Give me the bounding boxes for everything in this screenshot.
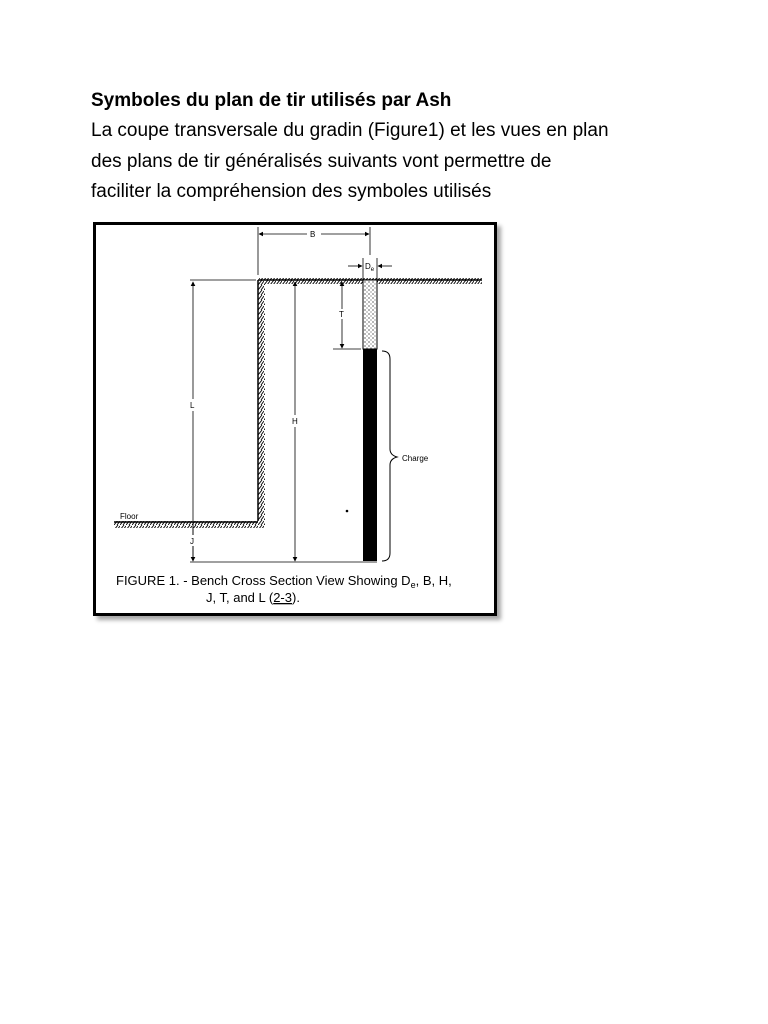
charge-brace <box>382 351 397 561</box>
label-floor: Floor <box>120 512 139 521</box>
stemming-column <box>363 280 377 349</box>
figure-caption-line-1: FIGURE 1. - Bench Cross Section View Showing $D_e$, B, H, <box>116 573 452 590</box>
bench-cross-section-diagram <box>96 225 494 613</box>
intro-paragraph <box>91 116 691 208</box>
figure-caption-line-2: J, T, and L (2-3). <box>206 590 300 605</box>
paragraph-line-3: faciliter la compréhension des symboles utilisés <box>91 181 492 202</box>
label-l: L <box>190 401 195 410</box>
label-j: J <box>190 537 194 546</box>
paragraph-line-1: La coupe transversale du gradin (Figure1) et les vues en plan <box>91 120 609 141</box>
label-t: T <box>339 310 344 319</box>
label-charge: Charge <box>402 454 429 463</box>
figure-frame <box>93 222 497 616</box>
paragraph-line-2: des plans de tir généralisés suivants vont permettre de <box>91 150 552 172</box>
charge-column <box>363 349 377 561</box>
label-h: H <box>292 417 298 426</box>
label-b: B <box>310 230 316 239</box>
page-heading: Symboles du plan de tir utilisés par Ash <box>91 90 452 111</box>
bench-face-hatch <box>258 282 265 526</box>
label-de: $D_e$ <box>365 262 375 273</box>
